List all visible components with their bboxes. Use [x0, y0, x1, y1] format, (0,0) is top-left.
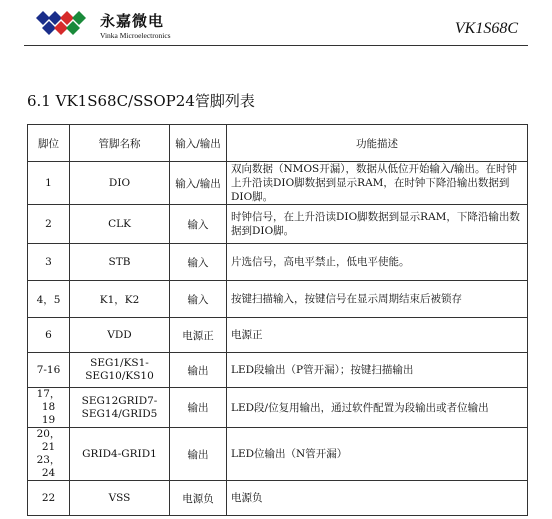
pin-number-line: 19 — [41, 414, 56, 426]
table-row — [28, 428, 528, 481]
pin-name: VSS — [70, 481, 170, 516]
pin-name-line: SEG14/GRID5 — [81, 407, 158, 420]
pin-io: 电源正 — [170, 318, 227, 353]
pin-number: 6 — [28, 318, 70, 353]
table-row — [28, 162, 528, 205]
pin-number — [28, 388, 70, 428]
pin-number-line: 20，21 — [36, 428, 61, 453]
table-header-row — [28, 125, 528, 162]
pin-number: 4，5 — [28, 281, 70, 318]
header-pin-name: 管脚名称 — [70, 125, 170, 162]
pin-description: 片选信号，高电平禁止，低电平使能。 — [227, 244, 528, 281]
brand-name: 永嘉微电 — [100, 12, 165, 30]
pin-description: LED段/位复用输出，通过软件配置为段输出或者位输出 — [227, 388, 528, 428]
pin-table — [27, 124, 528, 516]
pin-name: K1，K2 — [70, 281, 170, 318]
header-divider — [24, 45, 528, 46]
pin-number: 22 — [28, 481, 70, 516]
pin-description: LED段输出（P管开漏）；按键扫描输出 — [227, 353, 528, 388]
table-row — [28, 353, 528, 388]
pin-number: 7-16 — [28, 353, 70, 388]
pin-name-line: SEG1/KS1- — [90, 357, 149, 369]
vinka-logo-icon — [36, 10, 96, 36]
pin-io: 输入/输出 — [170, 162, 227, 205]
pin-io: 电源负 — [170, 481, 227, 516]
pin-name-line: SEG12GRID7- — [81, 394, 158, 407]
pin-name-line: SEG10/KS10 — [85, 370, 154, 382]
pin-description: LED位输出（N管开漏） — [227, 428, 528, 481]
header-description: 功能描述 — [227, 125, 528, 162]
pin-number-line: 23，24 — [36, 454, 61, 479]
pin-name: DIO — [70, 162, 170, 205]
pin-number: 2 — [28, 205, 70, 244]
pin-name: GRID4-GRID1 — [70, 428, 170, 481]
header-io: 输入/输出 — [170, 125, 227, 162]
pin-name — [70, 388, 170, 428]
pin-description: 按键扫描输入，按键信号在显示周期结束后被锁存 — [227, 281, 528, 318]
pin-description: 电源正 — [227, 318, 528, 353]
section-title: 6.1 VK1S68C/SSOP24管脚列表 — [27, 92, 255, 110]
pin-number — [28, 428, 70, 481]
pin-io: 输入 — [170, 205, 227, 244]
pin-io: 输出 — [170, 353, 227, 388]
model-number: VK1S68C — [454, 20, 518, 37]
pin-name: STB — [70, 244, 170, 281]
pin-description: 电源负 — [227, 481, 528, 516]
pin-io: 输出 — [170, 428, 227, 481]
pin-description: 双向数据（NMOS开漏），数据从低位开始输入/输出。在时钟上升沿读DIO脚数据到显示RAM，在时钟下降沿输出数据到DIO脚。 — [227, 162, 528, 205]
pin-io: 输入 — [170, 281, 227, 318]
table-row — [28, 388, 528, 428]
table-row — [28, 205, 528, 244]
pin-number: 1 — [28, 162, 70, 205]
pin-description: 时钟信号，在上升沿读DIO脚数据到显示RAM，下降沿输出数据到DIO脚。 — [227, 205, 528, 244]
pin-name: CLK — [70, 205, 170, 244]
pin-number: 3 — [28, 244, 70, 281]
pin-io: 输入 — [170, 244, 227, 281]
pin-number-line: 17，18 — [36, 388, 61, 413]
table-row — [28, 244, 528, 281]
brand-subtitle: Vinka Microelectronics — [100, 31, 171, 40]
header-pin: 脚位 — [28, 125, 70, 162]
pin-name: VDD — [70, 318, 170, 353]
page-header — [0, 0, 552, 60]
pin-name — [70, 353, 170, 388]
table-row — [28, 318, 528, 353]
pin-io: 输出 — [170, 388, 227, 428]
table-row — [28, 481, 528, 516]
table-row — [28, 281, 528, 318]
